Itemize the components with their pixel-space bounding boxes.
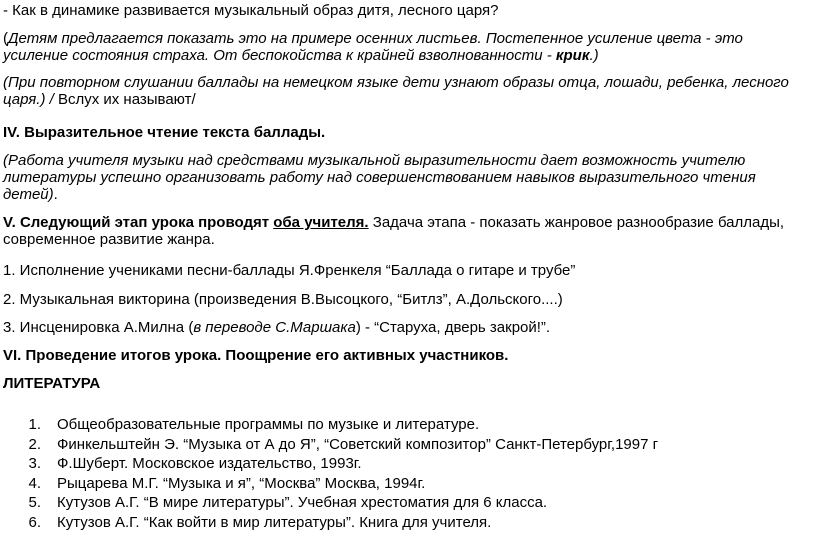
music-teacher-paragraph: (Работа учителя музыки над средствами музыкальной выразительности дает возможность учителю литературы успешно организовать работу над совершенствованием навыков выразительного чтения детей). bbox=[3, 152, 756, 203]
list-item: 3. Ф.Шуберт. Московское издательство, 1993г. bbox=[28, 455, 362, 472]
literature-heading: ЛИТЕРАТУРА bbox=[3, 375, 101, 392]
question-paragraph: - Как в динамике развивается музыкальный образ дитя, лесного царя? bbox=[3, 2, 499, 19]
item-2-paragraph: 2. Музыкальная викторина (произведения В.Высоцкого, “Битлз”, А.Дольского....) bbox=[3, 291, 563, 308]
literature-list bbox=[0, 415, 810, 532]
list-item: 5. Кутузов А.Г. “В мире литературы”. Учебная хрестоматия для 6 класса. bbox=[28, 494, 548, 511]
list-item: 1. Общеобразовательные программы по музыке и литературе. bbox=[28, 416, 480, 433]
scream-word: крик bbox=[555, 47, 590, 64]
repeat-listening-paragraph: (При повторном слушании баллады на немецком языке дети узнают образы отца, лошади, ребенка, лесного царя.) / Вслух их называют/ bbox=[3, 74, 789, 108]
item-3-paragraph: 3. Инсценировка А.Милна (в переводе С.Маршака) - “Старуха, дверь закрой!”. bbox=[3, 319, 551, 336]
both-teachers-underline: оба учителя. bbox=[273, 214, 369, 231]
list-item: 6. Кутузов А.Г. “Как войти в мир литературы”. Книга для учителя. bbox=[28, 513, 492, 531]
section-iv-heading: IV. Выразительное чтение текста баллады. bbox=[3, 124, 326, 141]
item-1-paragraph: 1. Исполнение учениками песни-баллады Я.Френкеля “Баллада о гитаре и трубе” bbox=[3, 262, 576, 279]
section-vi-heading: VI. Проведение итогов урока. Поощрение его активных участников. bbox=[3, 347, 509, 364]
section-v-paragraph: V. Следующий этап урока проводят оба учителя. Задача этапа - показать жанровое разнообразие баллады, современное развитие жанра. bbox=[3, 214, 785, 248]
leaves-note-paragraph: (Детям предлагается показать это на примере осенних листьев. Постепенное усиление цвета - это усиление состояния страха. От беспокойства к крайней взволнованности - крик.) bbox=[3, 30, 743, 64]
list-item: 2. Финкельштейн Э. “Музыка от А до Я”, “Советский композитор” Санкт-Петербург,1997 г bbox=[28, 435, 659, 453]
list-item: 4. Рыцарева М.Г. “Музыка и я”, “Москва” Москва, 1994г. bbox=[28, 474, 426, 492]
